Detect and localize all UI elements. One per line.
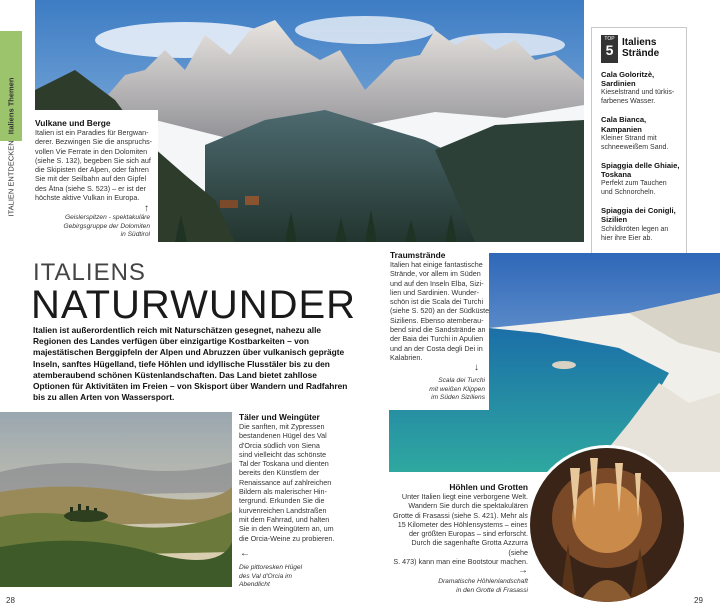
- text-line: Strände, vor allem im Süden: [390, 269, 481, 279]
- traum-box: [387, 244, 491, 410]
- caption-line: Dramatische Höhlenlandschaft: [438, 578, 528, 585]
- text-line: lien und Sardinien. Wunder-: [390, 287, 479, 297]
- caption-line: mit weißen Klippen: [429, 385, 485, 393]
- taeler-box: [232, 412, 344, 592]
- text-line: tergrund. Erkunden Sie die: [239, 496, 325, 506]
- text-line: sind vielleicht das schönste: [239, 449, 327, 459]
- text-line: derer. Bezwingen Sie die anspruchs-: [35, 137, 153, 147]
- caption-line: Geislerspitzen - spektakuläre: [64, 214, 150, 221]
- vulkane-caption: [64, 214, 151, 240]
- top5-item-desc: und Schnorcheln.: [601, 189, 656, 197]
- text-line: Renaissance auf zahlreichen: [239, 477, 332, 487]
- text-line: Unter Italien liegt eine verborgene Welt.: [401, 492, 528, 501]
- text-line: Italien ist ein Paradies für Bergwan-: [35, 128, 149, 137]
- vulkane-title: Vulkane und Berge: [35, 118, 111, 128]
- text-line: (siehe S. 520) an der Südküste: [390, 306, 490, 316]
- top5-item-desc: hier ihre Eier ab.: [601, 234, 653, 242]
- top5-item: [601, 161, 691, 197]
- top5-title-line: Strände: [622, 48, 660, 59]
- top5-item-name: Kampanien: [601, 124, 642, 134]
- traum-text: [390, 260, 489, 362]
- text-line: die Orcia-Weine zu probieren.: [239, 533, 335, 543]
- intro-text: Italien ist außerordentlich reich mit Naturschätzen gesegnet, nahezu alle Regionen des Landes verfügen über einzigartige Kostbarkeiten – von majestätischen Berggipfeln der Alpen und Abruzzen über vulkanisch geprägte Inseln, sanftes Hügelland, tiefe Höhlen und idyllische Flusstäler bis zu den atemberaubend schönen Küstenlandschaften. Das Land bietet zahllose Optionen für Aktivitäten im Freien – von Skisport über Wandern und Radfahren bis zu allen Arten von Wassersport.: [33, 325, 348, 403]
- text-line: bereits den Künstlern der: [239, 468, 320, 478]
- caption-line: des Val d'Orcia im: [239, 572, 293, 580]
- text-line: bestandenen Hügel des Val: [239, 431, 327, 441]
- top5-item-desc: Kieselstrand und türkis-: [601, 89, 675, 97]
- top5-item-desc: schneeweißem Sand.: [601, 143, 669, 151]
- hoehlen-box: [392, 478, 532, 598]
- arrow-left-icon: ←: [240, 548, 250, 559]
- text-line: Bildern als malerischer Hin-: [239, 487, 327, 497]
- caption-line: Scala dei Turchi: [438, 377, 485, 384]
- vulkane-text: [35, 128, 152, 202]
- arrow-up-icon: ↑: [144, 203, 149, 214]
- top5-item-desc: Kleiner Strand mit: [601, 134, 657, 142]
- caption-line: Gebirgsgruppe der Dolomiten: [63, 222, 150, 230]
- text-line: S. 473) kann man eine Bootstour machen.: [393, 557, 528, 567]
- top5-item-name: Spiaggia delle Ghiaie,: [601, 160, 680, 170]
- vulkane-box: [29, 110, 158, 244]
- traum-title: Traumstrände: [390, 250, 446, 260]
- text-line: schön ist die Scala dei Turchi: [390, 297, 484, 307]
- top5-item-name: Spiaggia dei Conigli,: [601, 206, 676, 216]
- text-line: höchste aktive Vulkan in Europa.: [35, 193, 140, 203]
- top5-item-desc: Perfekt zum Tauchen: [601, 180, 667, 188]
- top5-title-line: Italiens: [622, 37, 657, 48]
- page-number-left: 28: [6, 596, 15, 605]
- page-number-right: 29: [694, 596, 703, 605]
- traum-caption: [429, 377, 485, 403]
- top5-badge: [601, 35, 618, 63]
- top5-badge-number: 5: [605, 42, 614, 58]
- text-line: (siehe S. 132), begeben Sie sich auf: [35, 155, 151, 165]
- text-line: Tal der Toskana und dienten: [239, 459, 329, 469]
- top5-box: [591, 27, 687, 279]
- top5-item: [601, 70, 691, 106]
- text-line: Die sanften, mit Zypressen: [239, 422, 325, 431]
- top5-item-desc: farbenes Wasser.: [601, 98, 656, 106]
- taeler-title: Täler und Weingüter: [239, 412, 320, 422]
- caption-line: in Südtirol: [120, 231, 150, 239]
- text-line: Grotte di Frasassi (siehe S. 421). Mehr als: [392, 510, 528, 520]
- hoehlen-text: [392, 492, 528, 566]
- grotte-di-frasassi-photo: [527, 445, 687, 605]
- top5-item: [601, 206, 691, 242]
- text-line: Siziliens. Ebenso atemberau-: [390, 315, 484, 325]
- caption-line: in den Grotte di Frasassi: [456, 586, 528, 594]
- top5-item-name: Sardinien: [601, 79, 636, 89]
- text-line: bend sind die Sandstrände an: [390, 325, 486, 335]
- top5-badge-label: TOP: [604, 36, 615, 42]
- text-line: der Baia dei Turchi in Apulien: [390, 334, 484, 344]
- headline-kicker: ITALIENS: [33, 259, 146, 286]
- text-line: Sie in den Weingütern an, um: [239, 524, 334, 534]
- taeler-text: [239, 422, 334, 543]
- val-dorcia-photo: [0, 412, 232, 587]
- top5-item-name: Cala Bianca,: [601, 115, 647, 125]
- arrow-down-icon: ↓: [474, 362, 479, 373]
- top5-item-desc: Schildkröten legen an: [601, 225, 669, 233]
- taeler-caption: [239, 564, 302, 590]
- arrow-right-icon: →: [518, 565, 528, 576]
- hoehlen-caption: [438, 578, 528, 595]
- text-line: Wandern Sie durch die spektakulären: [408, 501, 528, 511]
- top5-title: [622, 37, 659, 59]
- top5-item-name: Toskana: [601, 170, 632, 180]
- text-line: 15 Kilometer des Höhlensystems – eines: [397, 519, 528, 529]
- text-line: vollen Vie Ferrate in den Dolomiten: [35, 146, 148, 156]
- side-tab-chapter: Italiens Themen: [6, 77, 16, 135]
- text-line: der größten Europas – sind erforscht.: [408, 529, 528, 539]
- text-line: kurvenreichen Landstraßen: [239, 505, 327, 515]
- text-line: und auf den Inseln Elba, Sizi-: [390, 278, 484, 288]
- hoehlen-title: Höhlen und Grotten: [449, 482, 528, 492]
- headline-title: NATURWUNDER: [31, 283, 357, 327]
- text-line: mit dem Fahrrad, und halten: [239, 514, 330, 524]
- text-line: Durch die sagenhafte Grotta Azzurra (siehe: [411, 538, 528, 557]
- text-line: des Ätna (siehe S. 523) – er ist der: [35, 183, 147, 193]
- text-line: und an der Costa degli Dei in: [390, 343, 483, 353]
- caption-line: im Süden Siziliens: [431, 394, 485, 402]
- text-line: Kalabrien.: [390, 352, 423, 362]
- text-line: die Skipisten der Alpen, oder fahren: [35, 165, 149, 175]
- text-line: d'Orcia südlich von Siena: [239, 440, 320, 450]
- side-tab-section: ITALIEN ENTDECKEN: [6, 140, 16, 217]
- top5-item: [601, 115, 691, 151]
- text-line: Italien hat einige fantastische: [390, 260, 483, 269]
- top5-item-name: Cala Goloritzè,: [601, 70, 655, 79]
- side-tab-text: [0, 62, 22, 232]
- caption-line: Abendlicht: [239, 581, 270, 589]
- caption-line: Die pittoresken Hügel: [239, 564, 303, 571]
- text-line: Sie mit der Seilbahn auf den Gipfel: [35, 174, 147, 184]
- top5-item-name: Sizilien: [601, 215, 628, 225]
